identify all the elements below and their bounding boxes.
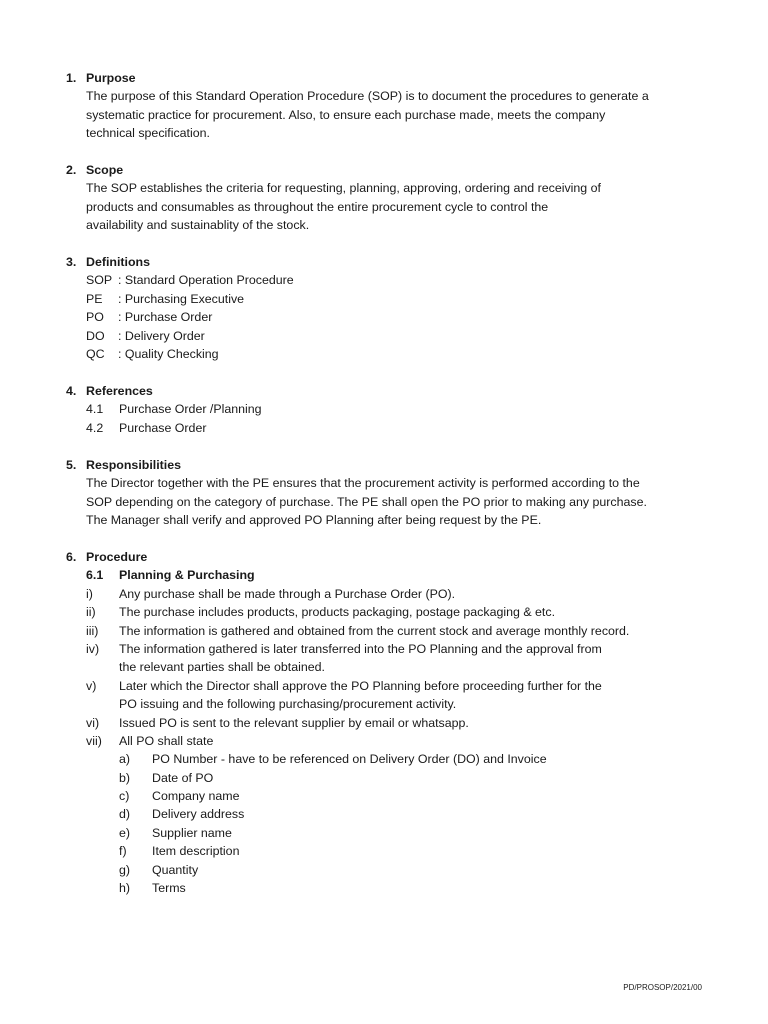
section-purpose	[66, 69, 706, 143]
po-item-text: Supplier name	[152, 825, 232, 840]
paragraph-line: The SOP establishes the criteria for requesting, planning, approving, ordering and receiving of	[86, 181, 601, 196]
step-text: The information is gathered and obtained from the current stock and average monthly record.	[119, 623, 630, 638]
paragraph-line: The Director together with the PE ensures that the procurement activity is performed according to the	[86, 476, 640, 491]
definition-term: DO	[86, 328, 105, 343]
section-responsibilities	[66, 456, 706, 530]
reference-text: Purchase Order	[119, 420, 207, 435]
po-item	[66, 842, 706, 860]
definition-item	[66, 308, 706, 326]
definition-term: PO	[86, 310, 104, 325]
paragraph-line: SOP depending on the category of purchase. The PE shall open the PO prior to making any purchase.	[86, 494, 647, 509]
step-number: ii)	[86, 605, 96, 620]
paragraph-line: availability and sustainablity of the stock.	[86, 218, 310, 233]
definition-text: : Delivery Order	[118, 328, 205, 343]
po-item	[66, 824, 706, 842]
po-item-text: PO Number - have to be referenced on Delivery Order (DO) and Invoice	[152, 752, 547, 767]
po-item-letter: b)	[119, 770, 131, 785]
definition-item	[66, 271, 706, 289]
po-item-text: Quantity	[152, 862, 199, 877]
definition-text: : Quality Checking	[118, 346, 219, 361]
po-item-letter: g)	[119, 862, 131, 877]
subsection-title: Planning & Purchasing	[119, 568, 255, 583]
procedure-step	[66, 585, 706, 603]
step-number: vii)	[86, 733, 102, 748]
po-item	[66, 805, 706, 823]
step-text: The purchase includes products, products packaging, postage packaging & etc.	[119, 605, 556, 620]
procedure-step	[66, 732, 706, 750]
definition-item	[66, 345, 706, 363]
section-definitions	[66, 253, 706, 363]
definition-term: PE	[86, 291, 103, 306]
section-scope	[66, 161, 706, 235]
definition-item	[66, 327, 706, 345]
section-number: 5.	[66, 458, 77, 472]
definition-text: : Purchasing Executive	[118, 291, 245, 306]
section-procedure	[66, 548, 706, 897]
definition-term: SOP	[86, 273, 113, 288]
procedure-step	[66, 677, 706, 695]
section-number: 4.	[66, 384, 77, 398]
section-title: Responsibilities	[86, 458, 182, 472]
definition-text: : Standard Operation Procedure	[118, 273, 294, 288]
procedure-step-continuation	[66, 695, 706, 713]
paragraph-line: technical specification.	[86, 126, 210, 141]
step-text: The information gathered is later transferred into the PO Planning and the approval from	[119, 641, 602, 656]
po-item-letter: e)	[119, 825, 131, 840]
step-text: PO issuing and the following purchasing/procurement activity.	[119, 697, 457, 712]
po-item	[66, 861, 706, 879]
reference-text: Purchase Order /Planning	[119, 402, 262, 417]
procedure-step	[66, 714, 706, 732]
section-title: Definitions	[86, 255, 151, 269]
step-number: iv)	[86, 641, 100, 656]
reference-item	[66, 400, 706, 418]
section-title: Purpose	[86, 71, 136, 85]
document-code-footer: PD/PROSOP/2021/00	[623, 983, 702, 992]
reference-item	[66, 419, 706, 437]
po-item-letter: d)	[119, 807, 131, 822]
po-item-letter: h)	[119, 881, 131, 896]
paragraph-line: The Manager shall verify and approved PO Planning after being request by the PE.	[86, 513, 542, 528]
step-number: v)	[86, 678, 97, 693]
step-number: iii)	[86, 623, 99, 638]
reference-number: 4.1	[86, 402, 104, 417]
section-title: Scope	[86, 163, 124, 177]
procedure-step	[66, 640, 706, 658]
subsection-number: 6.1	[86, 568, 104, 583]
subsection-heading	[66, 566, 706, 584]
step-text: Later which the Director shall approve the PO Planning before proceeding further for the	[119, 678, 602, 693]
step-text: All PO shall state	[119, 733, 214, 748]
paragraph-line: products and consumables as throughout the entire procurement cycle to control the	[86, 199, 549, 214]
section-references	[66, 382, 706, 437]
step-number: i)	[86, 586, 93, 601]
section-number: 1.	[66, 71, 77, 85]
po-item-letter: f)	[119, 844, 127, 859]
po-item	[66, 769, 706, 787]
po-item-text: Terms	[152, 881, 186, 896]
po-item	[66, 787, 706, 805]
step-text: Issued PO is sent to the relevant supplier by email or whatsapp.	[119, 715, 469, 730]
definition-item	[66, 290, 706, 308]
step-number: vi)	[86, 715, 100, 730]
po-item-text: Delivery address	[152, 807, 245, 822]
step-text: Any purchase shall be made through a Purchase Order (PO).	[119, 586, 456, 601]
section-number: 2.	[66, 163, 77, 177]
po-item	[66, 750, 706, 768]
reference-number: 4.2	[86, 420, 104, 435]
definition-text: : Purchase Order	[118, 310, 213, 325]
paragraph-line: The purpose of this Standard Operation Procedure (SOP) is to document the procedures to generate a	[86, 89, 649, 104]
definition-term: QC	[86, 346, 105, 361]
procedure-step	[66, 622, 706, 640]
po-item-text: Company name	[152, 789, 240, 804]
po-item	[66, 879, 706, 897]
section-title: Procedure	[86, 550, 148, 564]
po-item-text: Date of PO	[152, 770, 214, 785]
section-title: References	[86, 384, 153, 398]
procedure-step-continuation	[66, 658, 706, 676]
po-item-text: Item description	[152, 844, 240, 859]
section-number: 6.	[66, 550, 77, 564]
po-item-letter: a)	[119, 752, 131, 767]
paragraph-line: systematic practice for procurement. Also, to ensure each purchase made, meets the company	[86, 107, 606, 122]
step-text: the relevant parties shall be obtained.	[119, 660, 325, 675]
po-item-letter: c)	[119, 789, 130, 804]
section-number: 3.	[66, 255, 77, 269]
procedure-step	[66, 603, 706, 621]
